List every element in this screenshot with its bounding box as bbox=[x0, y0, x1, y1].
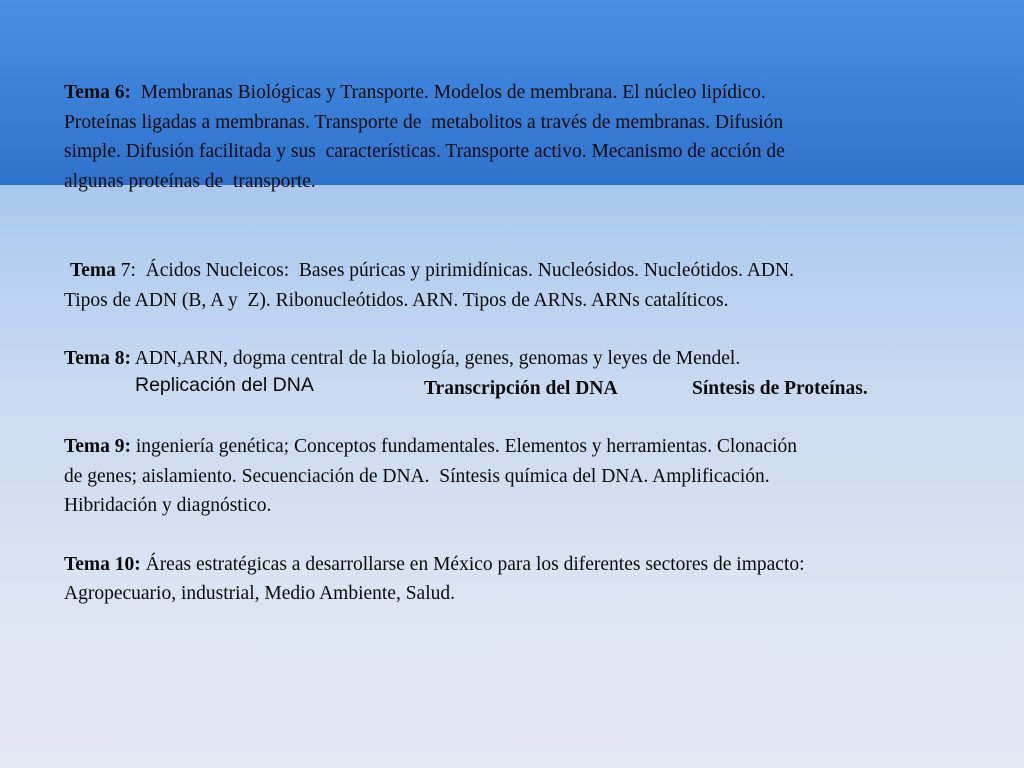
tema-8-line-1 bbox=[64, 344, 964, 374]
tema-10-line-2: Agropecuario, industrial, Medio Ambiente, Salud. bbox=[64, 583, 456, 604]
tema-8-title: ADN,ARN, dogma central de la biología, genes, genomas y leyes de Mendel. bbox=[130, 348, 741, 369]
tema-9-line-1 bbox=[64, 432, 964, 462]
tema-6-line-3: simple. Difusión facilitada y sus características. Transporte activo. Mecanismo de acción de bbox=[64, 141, 785, 162]
tema-6-label: Tema 6: bbox=[64, 82, 131, 103]
subtopic-transcripcion: Transcripción del DNA bbox=[424, 377, 618, 399]
tema-8-subtopics bbox=[64, 374, 964, 404]
tema-7-line-2: Tipos de ADN (B, A y Z). Ribonucleótidos. ARN. Tipos de ARNs. ARNs catalíticos. bbox=[64, 289, 729, 311]
tema-10-line-1 bbox=[64, 550, 964, 580]
tema-10-title: Áreas estratégicas a desarrollarse en México para los diferentes sectores de impacto: bbox=[140, 553, 805, 575]
tema-7-block bbox=[64, 256, 964, 286]
tema-6-line-2: Proteínas ligadas a membranas. Transporte de metabolitos a través de membranas. Difusión bbox=[64, 111, 784, 133]
tema-7-number: 7 bbox=[120, 260, 131, 281]
tema-6-line-1 bbox=[64, 78, 964, 108]
tema-9-block bbox=[64, 432, 964, 521]
tema-7-title: : Ácidos Nucleicos: Bases púricas y pirimidínicas. Nucleósidos. Nucleótidos. ADN. bbox=[130, 260, 794, 281]
tema-10-label: Tema 10: bbox=[64, 553, 141, 575]
spacer bbox=[64, 315, 964, 344]
tema-6-title: Membranas Biológicas y Transporte. Modelos de membrana. El núcleo lipídico. bbox=[130, 82, 766, 103]
subtopic-replicacion: Replicación del DNA bbox=[135, 373, 314, 396]
tema-7-label: Tema bbox=[70, 260, 121, 281]
tema-7-continuation bbox=[64, 286, 964, 316]
spacer bbox=[64, 196, 964, 256]
tema-6-line-4: algunas proteínas de transporte. bbox=[64, 170, 316, 192]
tema-10-block bbox=[64, 550, 964, 609]
tema-9-title: ingeniería genética; Conceptos fundamentales. Elementos y herramientas. Clonación bbox=[130, 436, 798, 457]
subtopic-sintesis: Síntesis de Proteínas. bbox=[692, 377, 868, 399]
tema-9-line-2: de genes; aislamiento. Secuenciación de DNA. Síntesis química del DNA. Amplificación. bbox=[64, 465, 770, 487]
tema-6-block bbox=[64, 78, 964, 196]
tema-9-line-3: Hibridación y diagnóstico. bbox=[64, 495, 272, 516]
slide-content bbox=[64, 78, 964, 609]
tema-8-label: Tema 8: bbox=[64, 348, 131, 369]
tema-7-line-1 bbox=[70, 256, 964, 286]
tema-9-label: Tema 9: bbox=[64, 436, 131, 457]
spacer bbox=[64, 403, 964, 432]
spacer bbox=[64, 521, 964, 550]
tema-8-block bbox=[64, 344, 964, 403]
